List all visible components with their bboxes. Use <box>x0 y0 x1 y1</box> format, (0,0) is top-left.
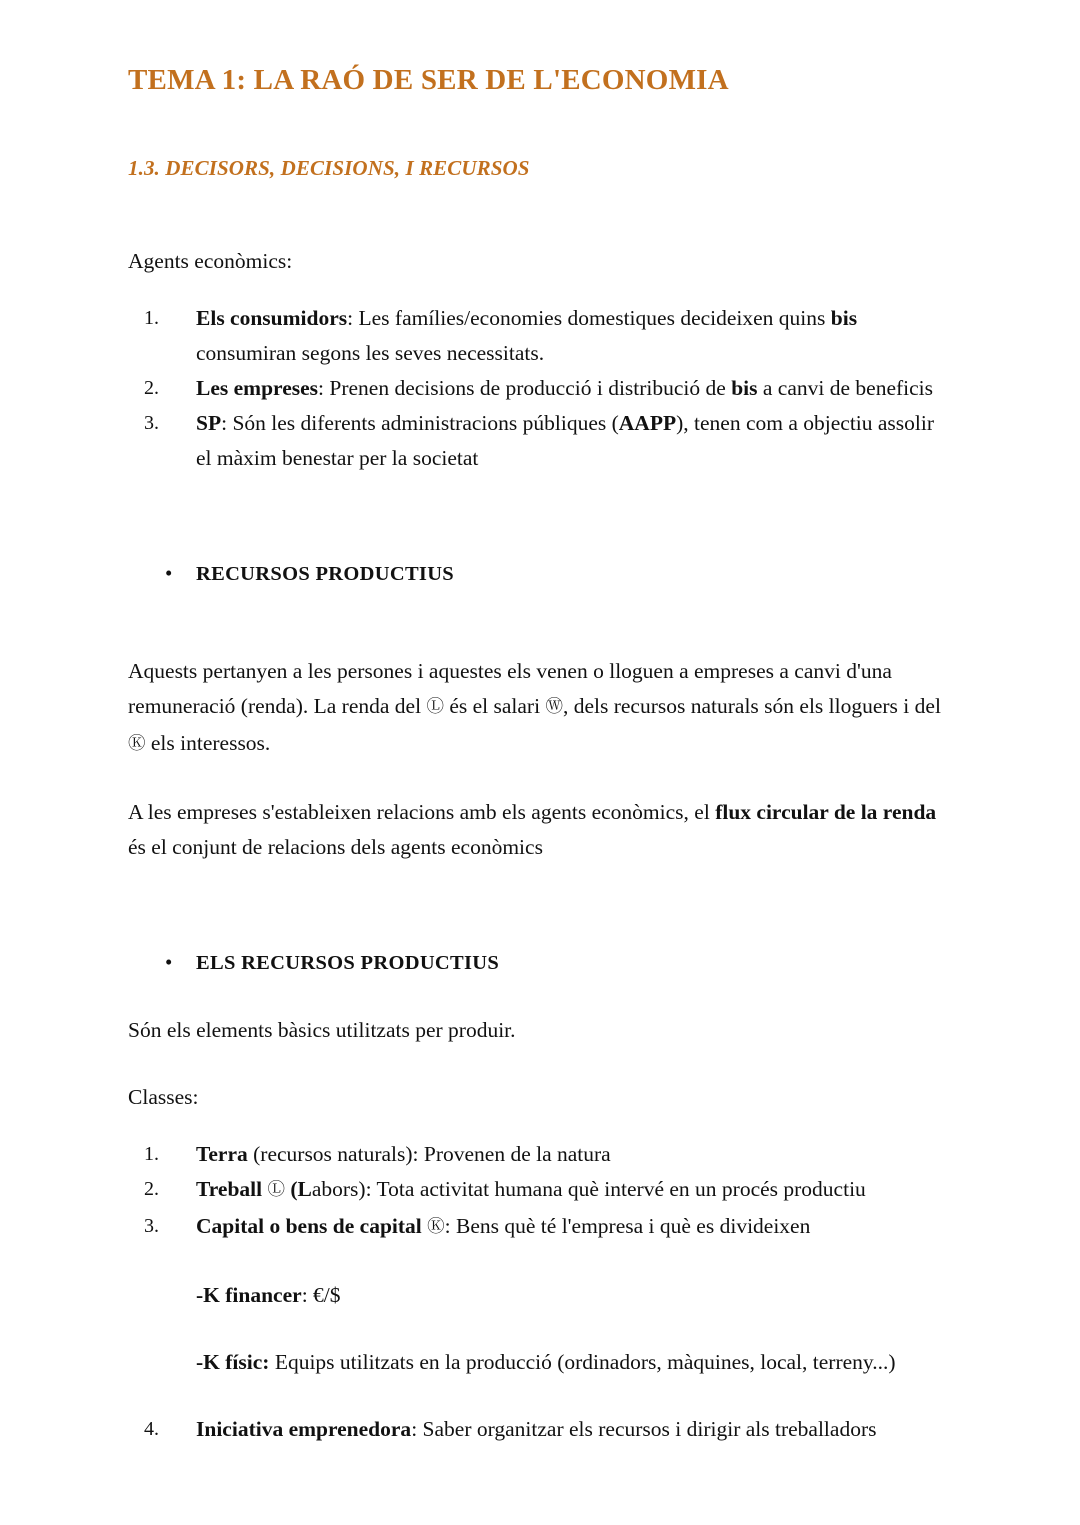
bullet-icon: • <box>165 560 173 585</box>
list-item-term: SP <box>196 410 222 435</box>
agents-list <box>128 301 952 476</box>
list-item-text-cont: a canvi de beneficis <box>757 375 934 400</box>
list-item <box>128 1209 952 1246</box>
circled-w-icon: Ⓦ <box>545 696 563 717</box>
list-item-text: : Saber organitzar els recursos i dirigir als treballadors <box>411 1416 877 1441</box>
spacer <box>128 1380 952 1412</box>
recursos-productius-heading: RECURSOS PRODUCTIUS <box>196 562 455 585</box>
list-item <box>128 371 952 406</box>
list-item-emphasis: bis <box>731 375 758 400</box>
paragraph-text: és el salari <box>443 693 546 718</box>
paragraph-text: , dels recursos naturals són els lloguers i del <box>562 693 941 718</box>
list-item-term: Treball <box>196 1176 263 1201</box>
spacer <box>128 763 952 795</box>
k-financer-line <box>128 1278 952 1313</box>
list-marker: 2. <box>144 376 159 399</box>
paragraph-text: Aquests pertanyen a les persones i aquestes els venen o lloguen a empreses a canvi d'una remuneració (renda). La renda del <box>128 658 892 718</box>
circled-k-icon: Ⓚ <box>427 1216 445 1237</box>
paragraph-emphasis: flux circular de la renda <box>715 799 937 824</box>
paragraph-text: els interessos. <box>145 730 271 755</box>
paragraph-text: és el conjunt de relacions dels agents econòmics <box>128 834 543 859</box>
list-item <box>128 1137 952 1172</box>
spacer <box>128 1048 952 1080</box>
circled-l-icon: Ⓛ <box>426 696 444 717</box>
page-title: TEMA 1: LA RAÓ DE SER DE L'ECONOMIA <box>128 64 729 96</box>
spacer <box>128 476 952 556</box>
list-item-term: Terra <box>196 1141 248 1166</box>
list-marker: 2. <box>144 1177 159 1200</box>
spacer <box>128 981 952 1013</box>
list-item-emphasis: AAPP <box>618 410 677 435</box>
classes-list <box>128 1137 952 1246</box>
k-fisic-label: -K físic: <box>196 1349 270 1374</box>
list-item <box>128 945 952 981</box>
list-marker: 1. <box>144 1142 159 1165</box>
spacer <box>128 1246 952 1278</box>
spacer <box>128 1115 952 1137</box>
list-marker: 4. <box>144 1417 159 1440</box>
circled-k-icon: Ⓚ <box>128 733 146 754</box>
circled-l-icon: Ⓛ <box>267 1179 285 1200</box>
list-item-term: Les empreses <box>196 375 319 400</box>
list-item-text: (recursos naturals): Provenen de la natura <box>247 1141 611 1166</box>
list-item <box>128 1412 952 1447</box>
list-item-text-cont: consumiran segons les seves necessitats. <box>196 340 545 365</box>
spacer <box>128 592 952 654</box>
list-item-text: : Tota activitat humana què intervé en un procés productiu <box>365 1176 866 1201</box>
classes-label: Classes: <box>128 1084 199 1109</box>
spacer <box>128 279 952 301</box>
list-item-term: Capital o bens de capital <box>196 1213 422 1238</box>
list-item <box>128 301 952 371</box>
list-item-text: : Són les diferents administracions públiques ( <box>221 410 619 435</box>
list-item-term: Els consumidors <box>196 305 348 330</box>
agents-intro: Agents econòmics: <box>128 248 293 273</box>
k-financer-label: -K financer <box>196 1282 302 1307</box>
spacer <box>128 865 952 945</box>
list-item-text: : Prenen decisions de producció i distribució de <box>318 375 732 400</box>
recursos-paragraph-2 <box>128 795 952 865</box>
bullet-icon: • <box>165 949 173 974</box>
list-item-paren-rest: abors) <box>311 1176 366 1201</box>
list-item <box>128 1172 952 1209</box>
list-item-text-cont: ), tenen com a objectiu assolir el màxim benestar per la societat <box>196 410 935 470</box>
k-financer-value: : €/$ <box>301 1282 341 1307</box>
list-marker: 3. <box>144 1214 159 1237</box>
recursos-heading-bullet-list <box>128 556 952 592</box>
paragraph-text: A les empreses s'estableixen relacions amb els agents econòmics, el <box>128 799 716 824</box>
list-item-text: : Bens què té l'empresa i què es divideixen <box>444 1213 811 1238</box>
recursos-paragraph-1 <box>128 654 952 763</box>
list-item-text: : Les famílies/economies domestiques decideixen quins <box>347 305 831 330</box>
els-recursos-heading-bullet-list <box>128 945 952 981</box>
list-item <box>128 556 952 592</box>
spacer <box>128 1313 952 1345</box>
els-recursos-productius-heading: ELS RECURSOS PRODUCTIUS <box>196 951 500 974</box>
list-item <box>128 406 952 476</box>
k-fisic-line <box>128 1345 952 1380</box>
list-item-paren-bold: (L <box>290 1176 312 1201</box>
classes-list-continued <box>128 1412 952 1447</box>
list-item-term: Iniciativa emprenedora <box>196 1416 412 1441</box>
section-subtitle: 1.3. DECISORS, DECISIONS, I RECURSOS <box>128 156 530 181</box>
spacer <box>128 182 952 244</box>
list-marker: 3. <box>144 411 159 434</box>
k-fisic-value: Equips utilitzats en la producció (ordinadors, màquines, local, terreny...) <box>269 1349 896 1374</box>
els-recursos-lead: Són els elements bàsics utilitzats per produir. <box>128 1017 516 1042</box>
list-item-emphasis: bis <box>830 305 858 330</box>
list-marker: 1. <box>144 306 159 329</box>
